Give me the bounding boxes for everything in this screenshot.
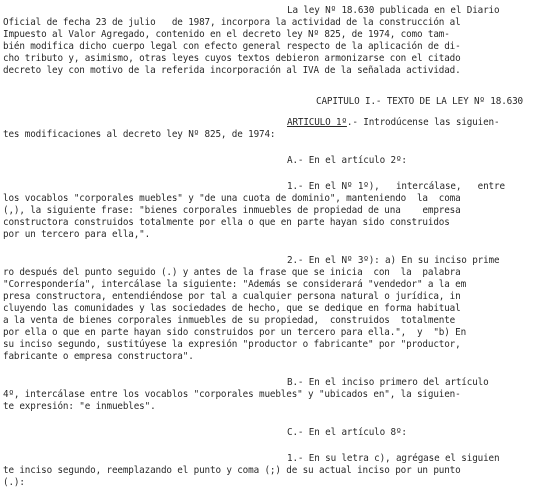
- section-a2-line-3: "Correspondería", intercálase la siguiente: "Además se considerará "vendedor" a la em: [3, 279, 467, 290]
- section-a1-line-5: por un tercero para ella,".: [3, 229, 151, 240]
- section-a2-line-5: cluyendo las comunidades y las sociedades de hecho, que se dedique en forma habitual: [3, 303, 461, 314]
- section-a1-line-4: constructora construidos totalmente por ella o que en parte hayan sido construidos: [3, 217, 450, 228]
- intro-line-4: bién modifica dicho cuerpo legal con efecto general respecto de la aplicación de di-: [3, 41, 461, 52]
- section-a2-line-7: por ella o que en parte hayan sido construidos por un tercero para ella.", y "b) En: [3, 327, 467, 338]
- intro-line-2: Oficial de fecha 23 de julio de 1987, incorpora la actividad de la construcción al: [3, 17, 461, 28]
- intro-line-6: decreto ley con motivo de la referida incorporación al IVA de la señalada actividad.: [3, 65, 461, 76]
- article-heading-line: [287, 117, 499, 128]
- section-a1-line-3: (,), la siguiente frase: "bienes corporales inmuebles de propiedad de una empresa: [3, 205, 461, 216]
- section-b-line-1: B.- En el inciso primero del artículo: [287, 377, 489, 388]
- section-b-line-2: 4º, intercálase entre los vocablos "corporales muebles" y "ubicados en", la siguien-: [3, 389, 461, 400]
- article-label: ARTICULO 1º: [287, 117, 347, 128]
- intro-line-1: La ley Nº 18.630 publicada en el Diario: [287, 5, 500, 16]
- section-c-heading: C.- En el artículo 8º:: [287, 427, 407, 438]
- section-c1-line-1: 1.- En su letra c), agrégase el siguien: [287, 453, 500, 464]
- intro-line-5: cho tributo y, asimismo, otras leyes cuyos textos debieron armonizarse con el citado: [3, 53, 461, 64]
- section-a2-line-4: presa constructora, entendiéndose por tal a cualquier persona natural o jurídica, in: [3, 291, 461, 302]
- section-c1-line-3: (.):: [3, 477, 25, 488]
- section-a1-line-2: los vocablos "corporales muebles" y "de una cuota de dominio", manteniendo la coma: [3, 193, 461, 204]
- section-a2-line-9: fabricante o empresa constructora".: [3, 351, 194, 362]
- article-text-first: .- Introdúcense las siguien-: [346, 117, 500, 128]
- chapter-heading: CAPITULO I.- TEXTO DE LA LEY Nº 18.630: [316, 96, 523, 107]
- section-a2-line-2: ro después del punto seguido (.) y antes de la frase que se inicia con la palabra: [3, 267, 461, 278]
- section-a2-line-8: su inciso segundo, sustitúyese la expresión "productor o fabricante" por "productor,: [3, 339, 461, 350]
- section-b-line-3: te expresión: "e inmuebles".: [3, 401, 156, 412]
- section-a2-line-6: a la venta de bienes corporales inmuebles de su propiedad, construidos totalmente: [3, 315, 456, 326]
- section-c1-line-2: te inciso segundo, reemplazando el punto y coma (;) de su actual inciso por un punto: [3, 465, 461, 476]
- article-text-second: tes modificaciones al decreto ley Nº 825, de 1974:: [3, 129, 276, 140]
- section-a1-line-1: 1.- En el Nº 1º), intercálase, entre: [287, 181, 505, 192]
- section-a-heading: A.- En el artículo 2º:: [287, 155, 407, 166]
- section-a2-line-1: 2.- En el Nº 3º): a) En su inciso prime: [287, 255, 500, 266]
- intro-line-3: Impuesto al Valor Agregado, contenido en el decreto ley Nº 825, de 1974, como tam-: [3, 29, 450, 40]
